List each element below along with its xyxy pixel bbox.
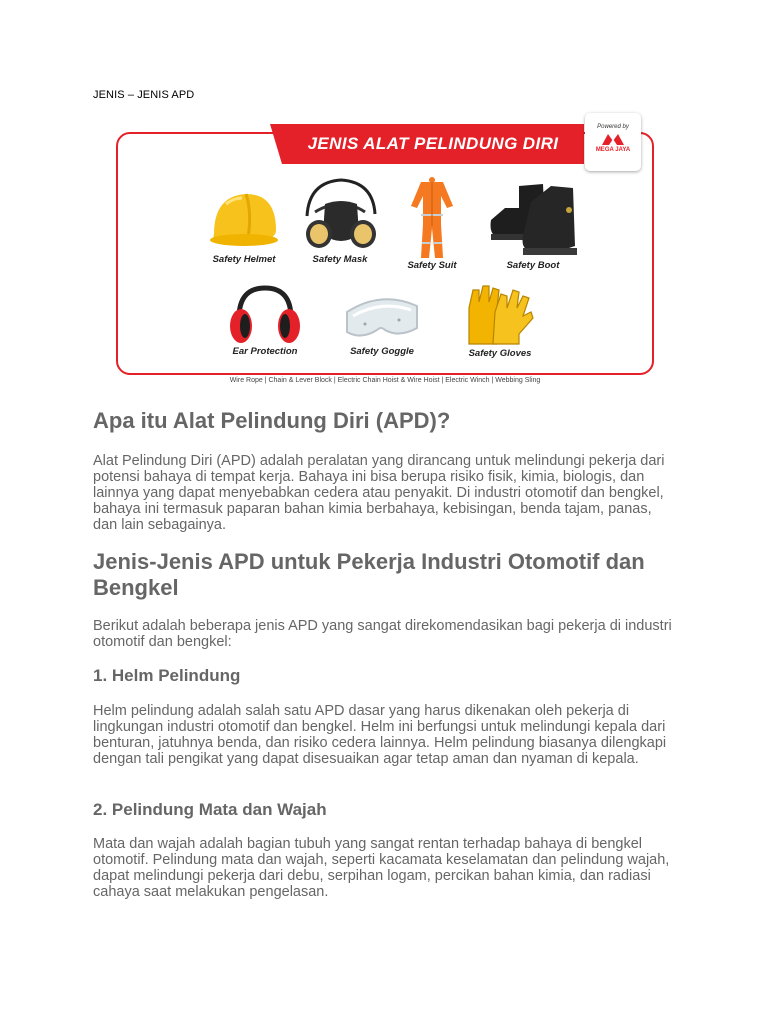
item-label: Ear Protection — [232, 346, 298, 357]
infographic-banner — [282, 124, 584, 164]
mask-icon — [297, 176, 383, 254]
item-label: Safety Mask — [312, 254, 368, 265]
product-list: Wire Rope | Chain & Lever Block | Electric Chain Hoist & Wire Hoist | Electric Winch | Webbing Sling — [229, 377, 541, 384]
apd-infographic — [114, 112, 656, 392]
paragraph-helm-pelindung: Helm pelindung adalah salah satu APD dasar yang harus dikenakan oleh pekerja di lingkungan industri otomotif dan bengkel. Helm ini berfungsi untuk melindungi kepala dari benturan, jatuhnya benda, dan risiko cedera lainnya. Helm pelindung biasanya dilengkapi dengan tali pengikat yang dapat disesuaikan agar tetap aman dan nyaman di kepala. — [93, 703, 667, 767]
gloves-icon — [463, 278, 537, 348]
heading-apd-types: Jenis-Jenis APD untuk Pekerja Industri Otomotif dan Bengkel — [93, 549, 645, 600]
item-safety-suit — [386, 176, 478, 271]
infographic-title: JENIS ALAT PELINDUNG DIRI — [307, 134, 559, 153]
heading-helm-pelindung: 1. Helm Pelindung — [93, 666, 241, 685]
powered-by-text: Powered by — [597, 124, 629, 130]
item-label: Safety Boot — [506, 260, 560, 271]
item-label: Safety Suit — [407, 260, 457, 271]
paragraph-apd-intro: Berikut adalah beberapa jenis APD yang sangat direkomendasikan bagi pekerja di industri otomotif dan bengkel: — [93, 618, 672, 650]
item-safety-boot — [478, 180, 588, 271]
item-safety-gloves — [450, 278, 550, 359]
brand-logo-icon — [601, 132, 625, 146]
earmuff-icon — [227, 284, 303, 346]
item-safety-goggle — [332, 290, 432, 357]
goggle-icon — [341, 290, 423, 346]
item-label: Safety Helmet — [212, 254, 276, 265]
heading-what-is-apd: Apa itu Alat Pelindung Diri (APD)? — [93, 408, 451, 433]
boot-icon — [485, 180, 581, 260]
heading-pelindung-mata: 2. Pelindung Mata dan Wajah — [93, 800, 327, 819]
suit-icon — [407, 176, 457, 260]
paragraph-apd-definition: Alat Pelindung Diri (APD) adalah peralatan yang dirancang untuk melindungi pekerja dari potensi bahaya di tempat kerja. Bahaya ini bisa berupa risiko fisik, kimia, biologis, dan lainnya yang dapat menyebabkan cedera atau penyakit. Di industri otomotif dan bengkel, bahaya ini termasuk paparan bahan kimia berbahaya, kebisingan, benda tajam, panas, dan lain sebagainya. — [93, 453, 665, 533]
item-label: Safety Gloves — [468, 348, 532, 359]
helmet-icon — [204, 182, 284, 254]
brand-badge — [585, 113, 641, 171]
brand-name: MEGA JAYA — [595, 147, 631, 153]
item-label: Safety Goggle — [350, 346, 414, 357]
paragraph-pelindung-mata: Mata dan wajah adalah bagian tubuh yang sangat rentan terhadap bahaya di bengkel otomotif. Pelindung mata dan wajah, seperti kacamata keselamatan dan pelindung wajah, dapat melindungi pekerja dari debu, serpihan logam, percikan bahan kimia, dan radiasi cahaya saat melakukan pengelasan. — [93, 836, 670, 900]
document-label: JENIS – JENIS APD — [93, 89, 195, 101]
item-safety-mask — [294, 176, 386, 265]
item-safety-helmet — [198, 182, 290, 265]
item-ear-protection — [219, 284, 311, 357]
